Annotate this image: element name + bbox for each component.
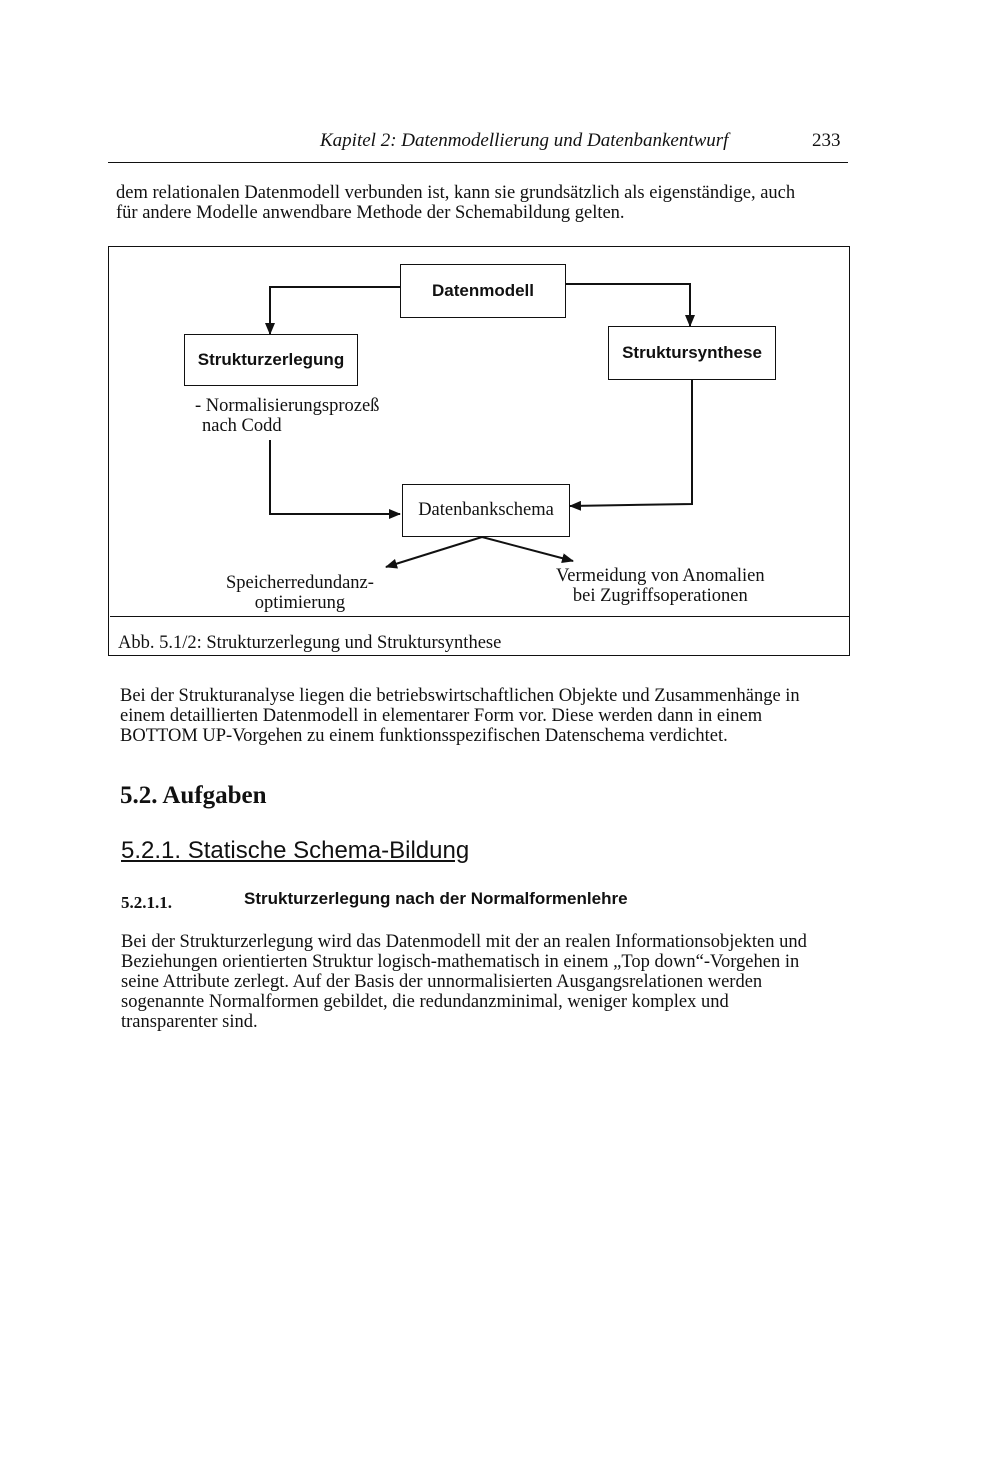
analysis-line-3: BOTTOM UP-Vorgehen zu einem funktionsspezifischen Datenschema verdichtet. bbox=[120, 726, 728, 746]
vermeidung-note bbox=[556, 566, 765, 606]
normalisierung-line-2: nach Codd bbox=[202, 416, 282, 436]
normalisierung-note bbox=[195, 396, 379, 436]
arrow-datenmodell-to-struktursynthese bbox=[566, 284, 690, 326]
arrow-strukturzerlegung-to-datenbankschema bbox=[270, 440, 400, 514]
speicher-line-2: optimierung bbox=[254, 593, 346, 613]
datenbankschema-box bbox=[402, 484, 570, 537]
zerlegung-line-3: seine Attribute zerlegt. Auf der Basis der unnormalisierten Ausgangsrelationen werden bbox=[121, 972, 763, 992]
arrow-to-speicherredundanz bbox=[386, 537, 482, 567]
subsubsection-title: Strukturzerlegung nach der Normalformenlehre bbox=[244, 889, 628, 908]
zerlegung-line-4: sogenannte Normalformen gebildet, die redundanzminimal, weniger komplex und bbox=[121, 992, 729, 1012]
zerlegung-paragraph bbox=[121, 932, 807, 1032]
datenmodell-label: Datenmodell bbox=[431, 281, 535, 300]
datenbankschema-label: Datenbankschema bbox=[418, 500, 554, 520]
struktursynthese-label: Struktursynthese bbox=[622, 343, 762, 362]
analysis-paragraph bbox=[120, 686, 800, 746]
running-header-title: Kapitel 2: Datenmodellierung und Datenbankentwurf bbox=[320, 130, 729, 151]
zerlegung-line-5: transparenter sind. bbox=[121, 1012, 258, 1032]
arrow-datenmodell-to-strukturzerlegung bbox=[270, 287, 400, 334]
subsubsection-number: 5.2.1.1. bbox=[121, 893, 172, 912]
vermeidung-line-1: Vermeidung von Anomalien bbox=[556, 566, 765, 586]
page-number: 233 bbox=[812, 130, 841, 151]
vermeidung-line-2: bei Zugriffsoperationen bbox=[572, 586, 748, 606]
normalisierung-line-1: - Normalisierungsprozeß bbox=[195, 396, 380, 416]
datenmodell-box bbox=[400, 264, 566, 318]
strukturzerlegung-box bbox=[184, 334, 358, 386]
arrow-struktursynthese-to-datenbankschema bbox=[570, 380, 692, 506]
figure-caption: Abb. 5.1/2: Strukturzerlegung und Struktursynthese bbox=[118, 633, 502, 653]
arrow-to-vermeidung bbox=[482, 537, 573, 561]
caption-rule bbox=[110, 616, 850, 617]
intro-line-1: dem relationalen Datenmodell verbunden ist, kann sie grundsätzlich als eigenständige, auch bbox=[116, 183, 796, 203]
struktursynthese-box bbox=[608, 326, 776, 380]
analysis-line-1: Bei der Strukturanalyse liegen die betriebswirtschaftlichen Objekte und Zusammenhänge in bbox=[120, 686, 800, 706]
subsection-heading: 5.2.1. Statische Schema-Bildung bbox=[121, 837, 470, 864]
analysis-line-2: einem detaillierten Datenmodell in elementarer Form vor. Diese werden dann in einem bbox=[120, 706, 763, 726]
speicher-line-1: Speicherredundanz- bbox=[226, 573, 374, 593]
zerlegung-line-1: Bei der Strukturzerlegung wird das Datenmodell mit der an realen Informationsobjekten und bbox=[121, 932, 807, 952]
strukturzerlegung-label: Strukturzerlegung bbox=[197, 350, 345, 369]
section-heading: 5.2. Aufgaben bbox=[120, 782, 267, 809]
intro-line-2: für andere Modelle anwendbare Methode der Schemabildung gelten. bbox=[116, 203, 625, 223]
zerlegung-line-2: Beziehungen orientierten Struktur logisch-mathematisch in einem „Top down“-Vorgehen in bbox=[121, 952, 800, 972]
speicherredundanz-note bbox=[226, 573, 374, 613]
